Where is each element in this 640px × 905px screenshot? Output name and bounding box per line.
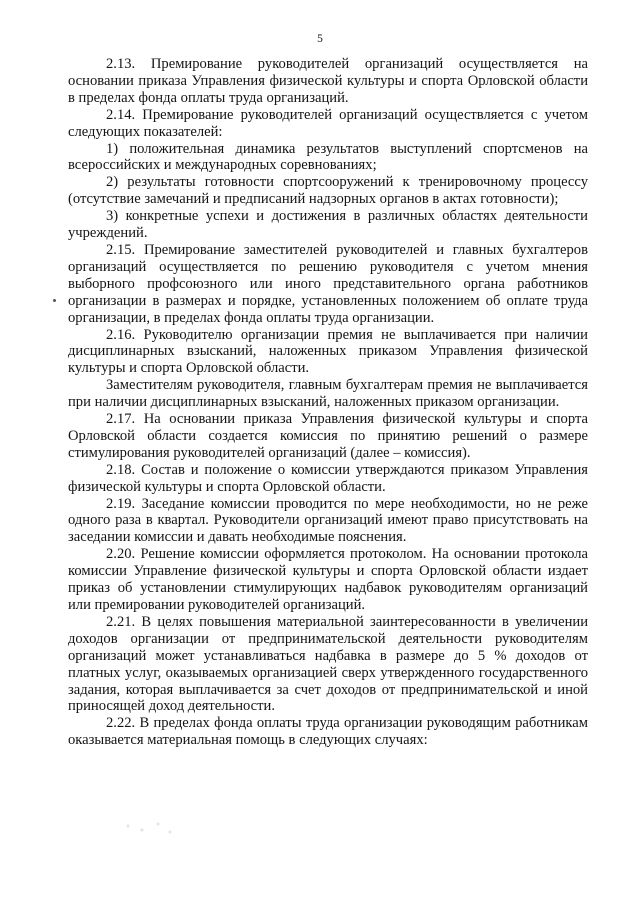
paragraph-2-22: 2.22. В пределах фонда оплаты труда организации руководящим работникам оказывается материальная помощь в следующих случаях: <box>68 715 588 749</box>
paragraph-2-18: 2.18. Состав и положение о комиссии утверждаются приказом Управления физической культуры и спорта Орловской области. <box>68 461 588 495</box>
list-item-2: 2) результаты готовности спортсооружений к тренировочному процессу (отсутствие замечаний и предписаний надзорных органов в актах готовности); <box>68 174 588 208</box>
paragraph-2-16: 2.16. Руководителю организации премия не выплачивается при наличии дисциплинарных взысканий, наложенных приказом Управления физической культуры и спорта Орловской области. <box>68 326 588 377</box>
scan-artifact <box>120 818 180 838</box>
scan-dot <box>53 299 56 302</box>
paragraph-2-21: 2.21. В целях повышения материальной заинтересованности в увеличении доходов организации от предпринимательской деятельности руководителям организаций может устанавливаться надбавка в размере до 5 % доходов от платных услуг, оказываемых организацией сверх утвержденного государственного задания, которая выплачивается за счет доходов от предпринимательской и иной приносящей доход деятельности. <box>68 613 588 715</box>
paragraph-2-15: 2.15. Премирование заместителей руководителей и главных бухгалтеров организаций осуществляется по решению руководителя с учетом мнения выборного профсоюзного или иного представительного органа работников организации в размерах и порядке, установленных положением об оплате труда организации, в пределах фонда оплаты труда организации. <box>68 241 588 326</box>
paragraph-2-19: 2.19. Заседание комиссии проводится по мере необходимости, но не реже одного раза в квартал. Руководители организаций имеют право присутствовать на заседании комиссии и давать необходимые пояснения. <box>68 495 588 546</box>
paragraph-2-17: 2.17. На основании приказа Управления физической культуры и спорта Орловской области создается комиссия по принятию решений о размере стимулирования руководителей организаций (далее – комиссия). <box>68 411 588 461</box>
list-item-3: 3) конкретные успехи и достижения в различных областях деятельности учреждений. <box>68 208 588 242</box>
paragraph-2-13: 2.13. Премирование руководителей организаций осуществляется на основании приказа Управления физической культуры и спорта Орловской области в пределах фонда оплаты труда организаций. <box>68 56 588 106</box>
paragraph-2-14: 2.14. Премирование руководителей организаций осуществляется с учетом следующих показателей: <box>68 106 588 140</box>
list-item-1: 1) положительная динамика результатов выступлений спортсменов на всероссийских и международных соревнованиях; <box>68 140 588 174</box>
document-body <box>68 56 588 749</box>
paragraph-2-16-deputies: Заместителям руководителя, главным бухгалтерам премия не выплачивается при наличии дисциплинарных взысканий, наложенных приказом организации. <box>68 377 588 411</box>
page-number: 5 <box>317 33 323 45</box>
paragraph-2-20: 2.20. Решение комиссии оформляется протоколом. На основании протокола комиссии Управление физической культуры и спорта Орловской области издает приказ об установлении стимулирующих надбавок руководителям организаций или премировании руководителей организаций. <box>68 546 588 613</box>
